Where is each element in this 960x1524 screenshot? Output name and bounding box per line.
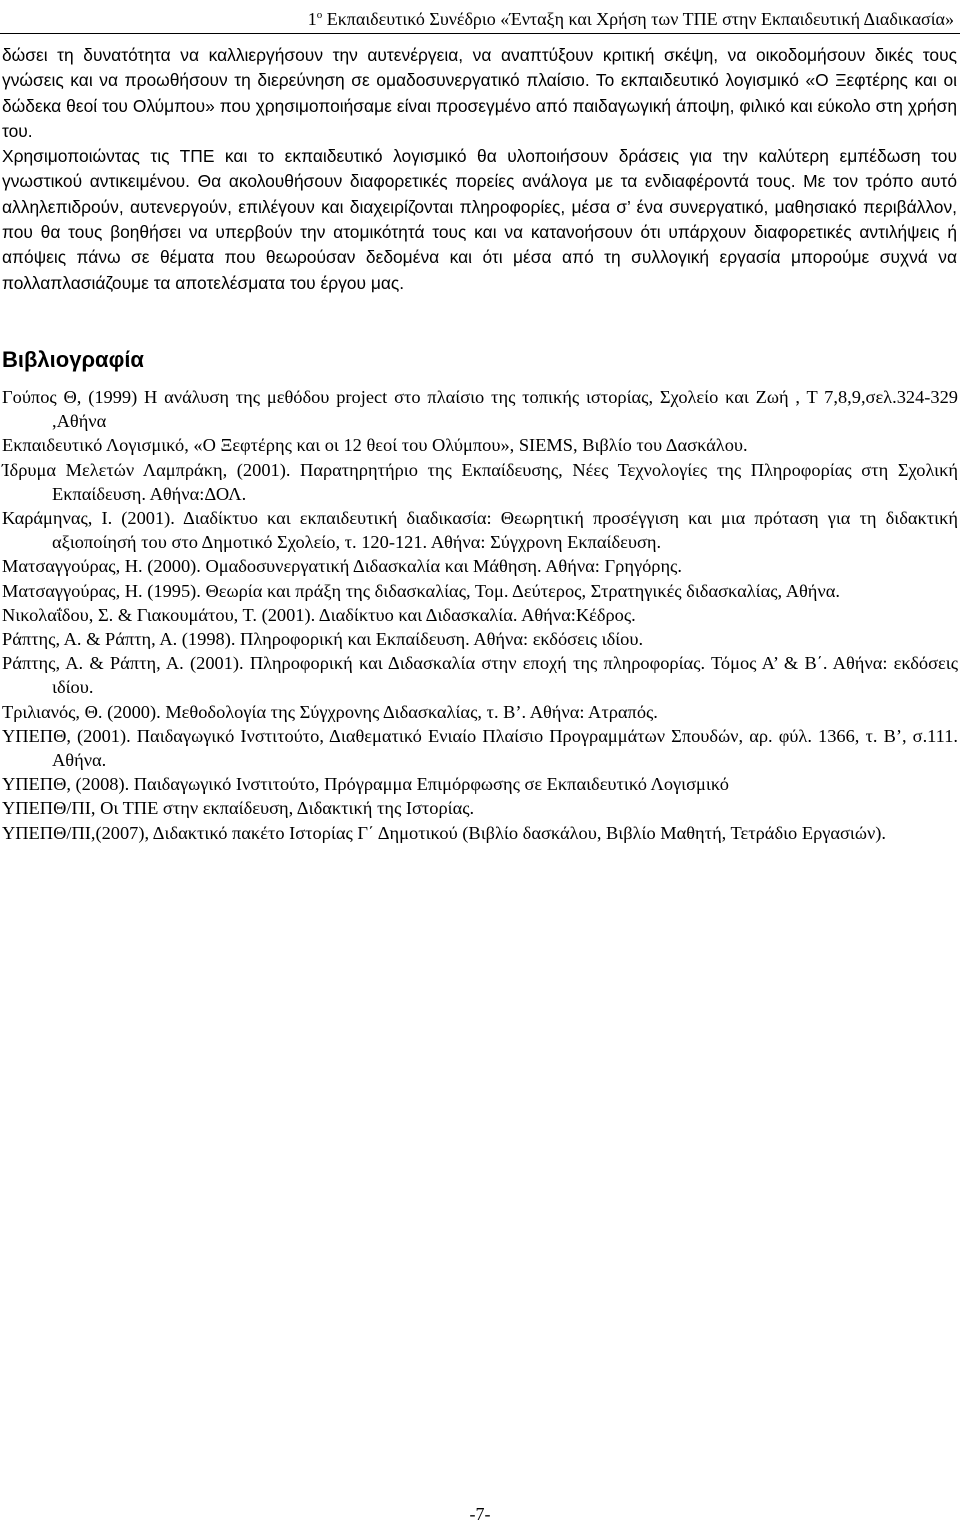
bibliography-entry: Νικολαΐδου, Σ. & Γιακουμάτου, Τ. (2001). Διαδίκτυο και Διδασκαλία. Αθήνα:Κέδρος.	[2, 604, 636, 625]
header-title: Εκπαιδευτικό Συνέδριο «Ένταξη και Χρήση των ΤΠΕ στην Εκπαιδευτική Διαδικασία»	[322, 9, 954, 29]
bibliography-entry: Ράπτης, Α. & Ράπτη, Α. (2001). Πληροφορική και Διδασκαλία στην εποχή της πληροφορίας. Τόμος Α’ & Β΄. Αθήνα: εκδόσεις ιδίου.	[2, 653, 958, 698]
bibliography-entry: ΥΠΕΠΘ/ΠΙ, Οι ΤΠΕ στην εκπαίδευση, Διδακτική της Ιστορίας.	[2, 798, 475, 819]
bibliography-entry: Ματσαγγούρας, Η. (1995). Θεωρία και πράξη της διδασκαλίας, Τομ. Δεύτερος, Στρατηγικές διδασκαλίας, Αθήνα.	[2, 580, 840, 601]
bibliography-entry: Ματσαγγούρας, Η. (2000). Ομαδοσυνεργατική Διδασκαλία και Μάθηση. Αθήνα: Γρηγόρης.	[2, 556, 682, 577]
page-number: -7-	[469, 1504, 491, 1524]
bibliography-entry: ΥΠΕΠΘ/ΠΙ,(2007), Διδακτικό πακέτο Ιστορίας Γ΄ Δημοτικού (Βιβλίο δασκάλου, Βιβλίο Μαθητή, Τετράδιο Εργασιών).	[2, 822, 887, 843]
bibliography-entry: ΥΠΕΠΘ, (2008). Παιδαγωγικό Ινστιτούτο, Πρόγραμμα Επιμόρφωσης σε Εκπαιδευτικό Λογισμικό	[2, 774, 729, 795]
bibliography-entry: ΥΠΕΠΘ, (2001). Παιδαγωγικό Ινστιτούτο, Διαθεματικό Ενιαίο Πλαίσιο Προγραμμάτων Σπουδών, αρ. φύλ. 1366, τ. Β’, σ.111. Αθήνα.	[2, 725, 958, 771]
bibliography-entry: Ίδρυμα Μελετών Λαμπράκη, (2001). Παρατηρητήριο της Εκπαίδευσης, Νέες Τεχνολογίες της Πληροφορίας στη Σχολική Εκπαίδευση. Αθήνα:ΔΟΛ.	[2, 459, 958, 504]
header-superscript: ο	[316, 9, 323, 21]
header-number: 1	[307, 9, 317, 29]
bibliography-list	[2, 385, 958, 845]
bibliography-heading: Βιβλιογραφία	[2, 347, 144, 372]
bibliography-entry: Καράμηνας, Ι. (2001). Διαδίκτυο και εκπαιδευτική διαδικασία: Θεωρητική προσέγγιση και μια πρόταση για τη διδακτική αξιοποίησή του στο Δημοτικό Σχολείο, τ. 120-121. Αθήνα: Σύγχρονη Εκπαίδευση.	[2, 508, 958, 553]
bibliography-entry: Ράπτης, Α. & Ράπτη, Α. (1998). Πληροφορική και Εκπαίδευση. Αθήνα: εκδόσεις ιδίου.	[2, 629, 644, 650]
bibliography-entry: Εκπαιδευτικό Λογισμικό, «Ο Ξεφτέρης και οι 12 θεοί του Ολύμπου», SIEMS, Βιβλίο του Δασκάλου.	[2, 435, 748, 456]
bibliography-entry: Γούπος Θ, (1999) Η ανάλυση της μεθόδου project στο πλαίσιο της τοπικής ιστορίας, Σχολείο και Ζωή , Τ 7,8,9,σελ.324-329 ,Αθήνα	[2, 387, 958, 432]
bibliography-entry: Τριλιανός, Θ. (2000). Μεθοδολογία της Σύγχρονης Διδασκαλίας, τ. Β’. Αθήνα: Ατραπός.	[2, 701, 658, 722]
header-rule	[0, 33, 960, 34]
body-text	[2, 43, 957, 296]
running-header	[308, 4, 954, 30]
paragraph: δώσει τη δυνατότητα να καλλιεργήσουν την αυτενέργεια, να αναπτύξουν κριτική σκέψη, να οικοδομήσουν δικές τους γνώσεις και να προωθήσουν τη διερεύνηση σε ομαδοσυνεργατικό πλαίσιο. Το εκπαιδευτικό λογισμικό «Ο Ξεφτέρης και οι δώδεκα θεοί του Ολύμπου» που χρησιμοποιήσαμε είναι προσεγμένο από παιδαγωγική άποψη, φιλικό και εύκολο στη χρήση του.	[2, 45, 957, 141]
paragraph: Χρησιμοποιώντας τις ΤΠΕ και το εκπαιδευτικό λογισμικό θα υλοποιήσουν δράσεις για την καλύτερη εμπέδωση του γνωστικού αντικειμένου. Θα ακολουθήσουν διαφορετικές πορείες ανάλογα με τα ενδιαφέροντά τους. Με τον τρόπο αυτό αλληλεπιδρούν, αυτενεργούν, επιλέγουν και διαχειρίζονται πληροφορίες, μέσα σ’ ένα συνεργατικό, μαθησιακό περιβάλλον, που θα τους βοηθήσει να υπερβούν την ατομικότητά τους και να κατανοήσουν ότι υπάρχουν διαφορετικές αντιλήψεις ή απόψεις πάνω σε θέματα που θεωρούσαν δεδομένα και ότι μέσα από τη συλλογική εργασία μπορούμε συχνά να πολλαπλασιάζουμε τα αποτελέσματα του έργου μας.	[2, 146, 957, 293]
